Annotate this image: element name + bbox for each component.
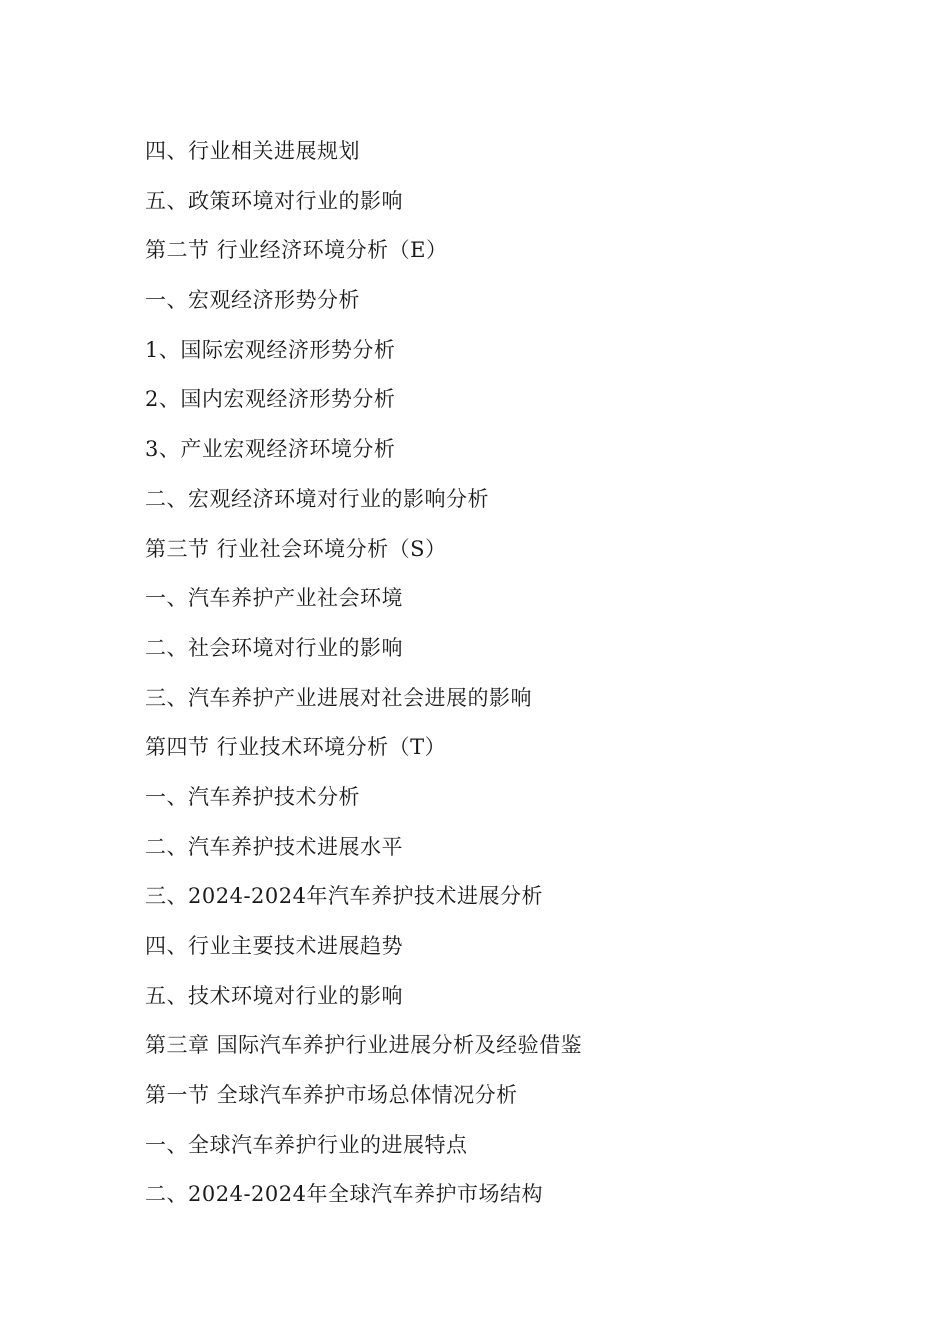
toc-section-heading: 第四节 行业技术环境分析（T） [145, 735, 447, 760]
table-of-contents [145, 133, 905, 1226]
toc-line: 2、国内宏观经济形势分析 [145, 387, 396, 412]
toc-line: 二、社会环境对行业的影响 [145, 635, 403, 660]
toc-line: 一、宏观经济形势分析 [145, 288, 360, 313]
toc-line: 3、产业宏观经济环境分析 [145, 437, 396, 462]
toc-line: 二、2024-2024年全球汽车养护市场结构 [145, 1182, 543, 1207]
toc-line: 四、行业相关进展规划 [145, 139, 360, 163]
toc-line: 二、宏观经济环境对行业的影响分析 [145, 486, 489, 511]
toc-line: 五、政策环境对行业的影响 [145, 188, 403, 213]
toc-section-heading: 第二节 行业经济环境分析（E） [145, 238, 448, 263]
toc-line: 一、全球汽车养护行业的进展特点 [145, 1132, 468, 1157]
toc-line: 一、汽车养护产业社会环境 [145, 586, 403, 611]
toc-section-heading: 第一节 全球汽车养护市场总体情况分析 [145, 1083, 518, 1108]
toc-line: 五、技术环境对行业的影响 [145, 983, 403, 1008]
toc-line: 1、国际宏观经济形势分析 [145, 337, 396, 362]
toc-line: 四、行业主要技术进展趋势 [145, 934, 403, 958]
toc-line: 二、汽车养护技术进展水平 [145, 834, 403, 859]
toc-chapter-heading: 第三章 国际汽车养护行业进展分析及经验借鉴 [145, 1033, 583, 1058]
toc-line: 三、汽车养护产业进展对社会进展的影响 [145, 685, 532, 710]
toc-line: 三、2024-2024年汽车养护技术进展分析 [145, 884, 543, 909]
toc-line: 一、汽车养护技术分析 [145, 784, 360, 809]
toc-section-heading: 第三节 行业社会环境分析（S） [145, 536, 447, 561]
